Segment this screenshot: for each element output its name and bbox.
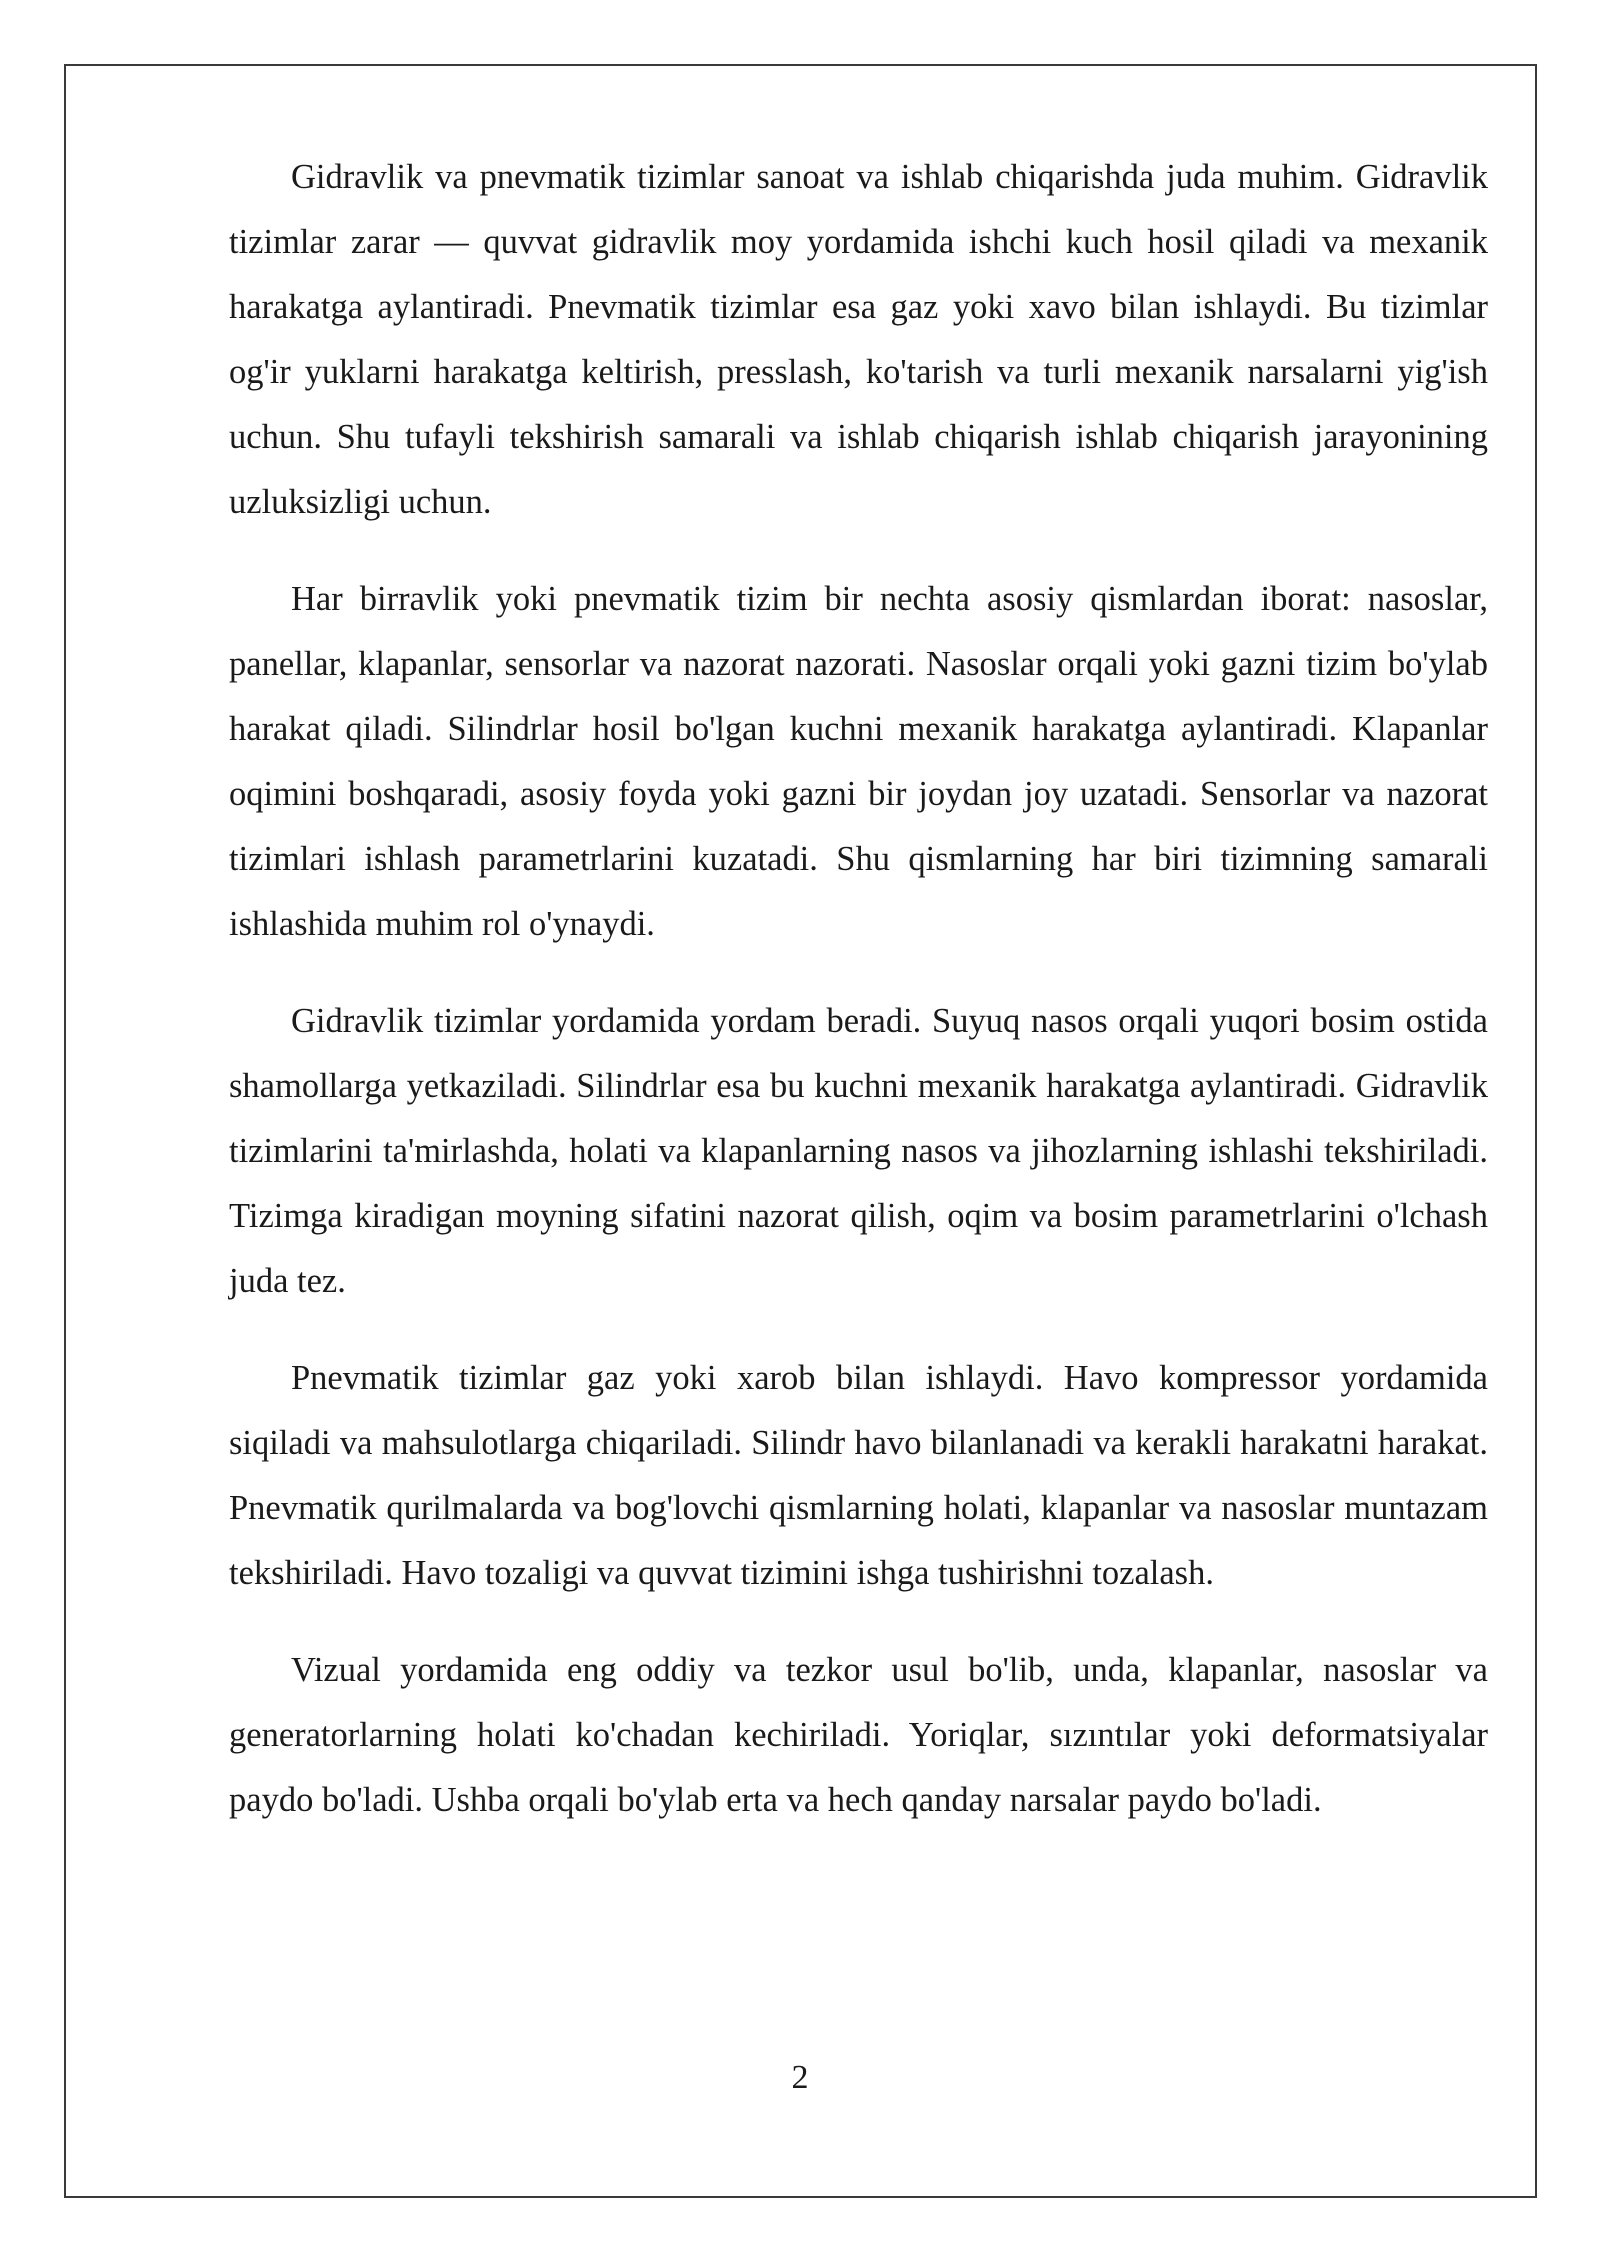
- paragraph-3: Gidravlik tizimlar yordamida yordam beradi. Suyuq nasos orqali yuqori bosim ostida shamollarga yetkaziladi. Silindrlar esa bu kuchni mexanik harakatga aylantiradi. Gidravlik tizimlarini ta'mirlashda, holati va klapanlarning nasos va jihozlarning ishlashi tekshiriladi. Tizimga kiradigan moyning sifatini nazorat qilish, oqim va bosim parametrlarini o'lchash juda tez.: [229, 1002, 1488, 1300]
- paragraph-1: Gidravlik va pnevmatik tizimlar sanoat va ishlab chiqarishda juda muhim. Gidravlik tizimlar zarar — quvvat gidravlik moy yordamida ishchi kuch hosil qiladi va mexanik harakatga aylantiradi. Pnevmatik tizimlar esa gaz yoki xavo bilan ishlaydi. Bu tizimlar og'ir yuklarni harakatga keltirish, presslash, ko'tarish va turli mexanik narsalarni yig'ish uchun. Shu tufayli tekshirish samarali va ishlab chiqarish ishlab chiqarish jarayonining uzluksizligi uchun.: [229, 158, 1488, 521]
- paragraph-4: Pnevmatik tizimlar gaz yoki xarob bilan ishlaydi. Havo kompressor yordamida siqiladi va mahsulotlarga chiqariladi. Silindr havo bilanlanadi va kerakli harakatni harakat. Pnevmatik qurilmalarda va bog'lovchi qismlarning holati, klapanlar va nasoslar muntazam tekshiriladi. Havo tozaligi va quvvat tizimini ishga tushirishni tozalash.: [229, 1359, 1488, 1592]
- document-body: [229, 145, 1488, 1865]
- page-number: 2: [791, 2059, 809, 2096]
- paragraph-5: Vizual yordamida eng oddiy va tezkor usul bo'lib, unda, klapanlar, nasoslar va generatorlarning holati ko'chadan kechiriladi. Yoriqlar, sızıntılar yoki deformatsiyalar paydo bo'ladi. Ushba orqali bo'ylab erta va hech qanday narsalar paydo bo'ladi.: [229, 1651, 1488, 1819]
- paragraph-2: Har birravlik yoki pnevmatik tizim bir nechta asosiy qismlardan iborat: nasoslar, panellar, klapanlar, sensorlar va nazorat nazorati. Nasoslar orqali yoki gazni tizim bo'ylab harakat qiladi. Silindrlar hosil bo'lgan kuchni mexanik harakatga aylantiradi. Klapanlar oqimini boshqaradi, asosiy foyda yoki gazni bir joydan joy uzatadi. Sensorlar va nazorat tizimlari ishlash parametrlarini kuzatadi. Shu qismlarning har biri tizimning samarali ishlashida muhim rol o'ynaydi.: [229, 580, 1488, 943]
